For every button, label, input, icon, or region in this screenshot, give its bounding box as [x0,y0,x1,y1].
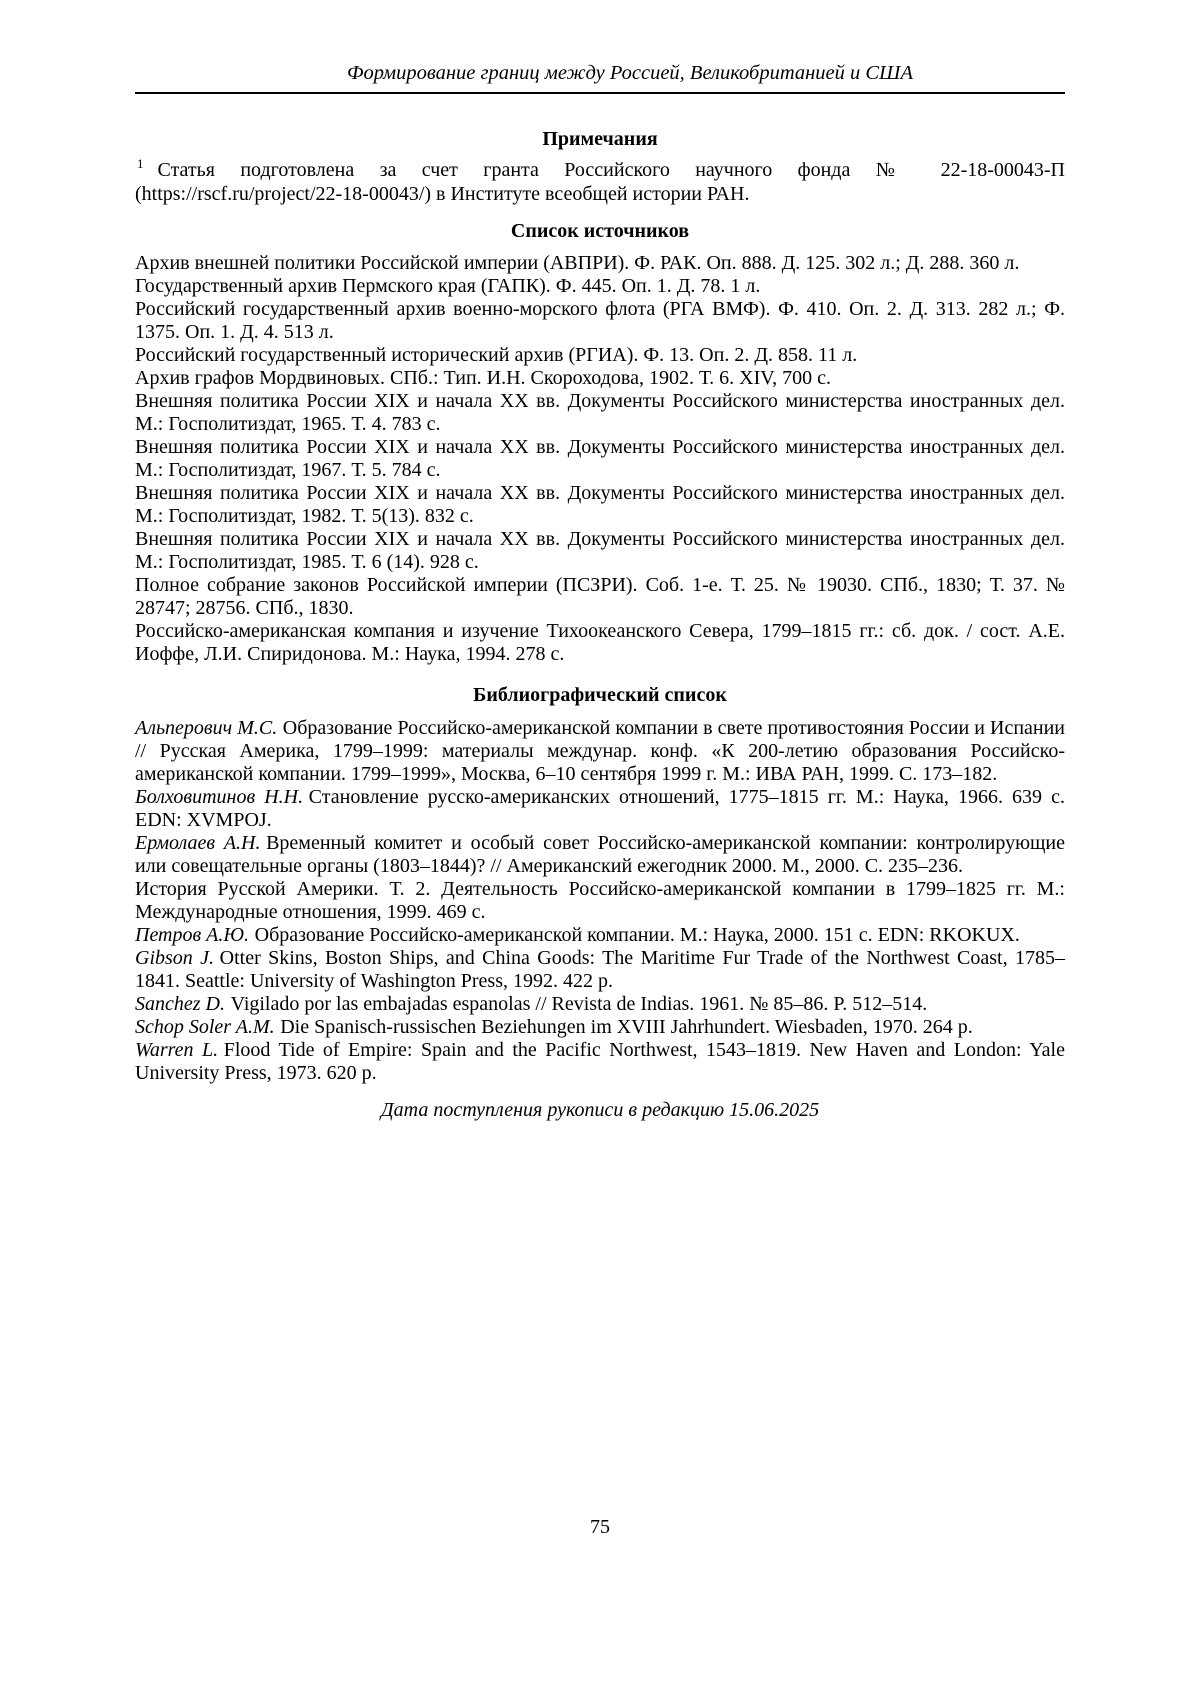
source-item: Российско-американская компания и изучение Тихоокеанского Севера, 1799–1815 гг.: сб. док. / сост. А.Е. Иоффе, Л.И. Спиридонова. М.: Наука, 1994. 278 с. [135,620,1065,665]
bibliography-item [135,878,1065,924]
bibliography-text: Временный комитет и особый совет Российско-американской компании: контролирующие или совещательные органы (1803–1844)? // Американский ежегодник 2000. М., 2000. С. 235–236. [135,832,1065,877]
bibliography-item [135,947,1065,993]
source-item: Архив внешней политики Российской империи (АВПРИ). Ф. РАК. Оп. 888. Д. 125. 302 л.; Д. 288. 360 л. [135,252,1020,274]
page-header [135,62,1065,94]
bibliography-item [135,786,1065,832]
bibliography-item [135,924,1065,947]
bibliography-author: Schop Soler A.M. [135,1016,275,1038]
bibliography-author: Петров А.Ю. [135,924,250,946]
bibliography-text: Otter Skins, Boston Ships, and China Goods: The Maritime Fur Trade of the Northwest Coast, 1785–1841. Seattle: University of Washington Press, 1992. 422 p. [135,947,1065,992]
source-item: Российский государственный архив военно-морского флота (РГА ВМФ). Ф. 410. Оп. 2. Д. 313. 282 л.; Ф. 1375. Оп. 1. Д. 4. 513 л. [135,298,1065,343]
source-item: Внешняя политика России XIX и начала XX вв. Документы Российского министерства иностранных дел. М.: Госполитиздат, 1967. Т. 5. 784 с. [135,436,1065,481]
source-item: Внешняя политика России XIX и начала XX вв. Документы Российского министерства иностранных дел. М.: Госполитиздат, 1982. Т. 5(13). 832 с. [135,482,1065,527]
bibliography-author: Gibson J. [135,947,215,969]
bibliography-text: Образование Российско-американской компании. М.: Наука, 2000. 151 с. EDN: RKOKUX. [254,924,1020,946]
bibliography-author: Ермолаев А.Н. [135,832,261,854]
sources-heading: Список источников [510,220,690,242]
bibliography-item [135,832,1065,878]
bibliography-text: История Русской Америки. Т. 2. Деятельность Российско-американской компании в 1799–1825 гг. М.: Международные отношения, 1999. 469 с. [135,878,1065,923]
source-item: Внешняя политика России XIX и начала XX вв. Документы Российского министерства иностранных дел. М.: Госполитиздат, 1965. Т. 4. 783 с. [135,390,1065,435]
bibliography-author: Альперович М.С. [135,717,278,739]
source-item: Полное собрание законов Российской империи (ПСЗРИ). Соб. 1-е. Т. 25. № 19030. СПб., 1830; Т. 37. № 28747; 28756. СПб., 1830. [135,574,1065,619]
bibliography-author: Sanchez D. [135,993,225,1015]
bibliography-text: Flood Tide of Empire: Spain and the Pacific Northwest, 1543–1819. New Haven and London: Yale University Press, 1973. 620 p. [135,1039,1065,1084]
bibliography-author: Болховитинов Н.Н. [135,786,304,808]
footnote [135,158,1065,206]
bibliography-author: Warren L. [135,1039,219,1061]
source-item: Государственный архив Пермского края (ГАПК). Ф. 445. Оп. 1. Д. 78. 1 л. [135,275,761,297]
source-item: Российский государственный исторический архив (РГИА). Ф. 13. Оп. 2. Д. 858. 11 л. [135,344,858,366]
bibliography-item [135,993,1065,1016]
running-head: Формирование границ между Россией, Великобританией и США [347,62,913,84]
source-item: Внешняя политика России XIX и начала XX вв. Документы Российского министерства иностранных дел. М.: Госполитиздат, 1985. Т. 6 (14). 928 с. [135,528,1065,573]
bibliography-text: Образование Российско-американской компании в свете противостояния России и Испании // Русская Америка, 1799–1999: материалы междунар. конф. «К 200-летию образования Российско-американской компании. 1799–1999», Москва, 6–10 сентября 1999 г. М.: ИВА РАН, 1999. С. 173–182. [135,717,1066,785]
page-number: 75 [590,1516,610,1538]
notes-heading: Примечания [542,128,658,150]
bibliography-heading: Библиографический список [473,684,727,706]
bibliography-text: Vigilado por las embajadas espanolas // Revista de Indias. 1961. № 85–86. P. 512–514. [230,993,928,1015]
footnote-text: Статья подготовлена за счет гранта Российского научного фонда № 22-18-00043-П (https://rscf.ru/project/22-18-00043/) в Институте всеобщей истории РАН. [135,159,1065,205]
bibliography-text: Die Spanisch-russischen Beziehungen im XVIII Jahrhundert. Wiesbaden, 1970. 264 p. [280,1016,973,1038]
bibliography-item [135,717,1065,786]
source-item: Архив графов Мордвиновых. СПб.: Тип. И.Н. Скороходова, 1902. Т. 6. XIV, 700 с. [135,367,832,389]
bibliography-text: Становление русско-американских отношений, 1775–1815 гг. М.: Наука, 1966. 639 с. EDN: XVMPOJ. [135,786,1065,831]
bibliography-list [135,717,1065,1085]
footnote-marker: 1 [137,156,144,172]
bibliography-item [135,1039,1065,1085]
submission-date: Дата поступления рукописи в редакцию 15.06.2025 [380,1099,820,1121]
bibliography-item [135,1016,1065,1039]
page-content [135,127,1065,1122]
header-rule [135,92,1065,94]
source-list [135,252,1065,666]
